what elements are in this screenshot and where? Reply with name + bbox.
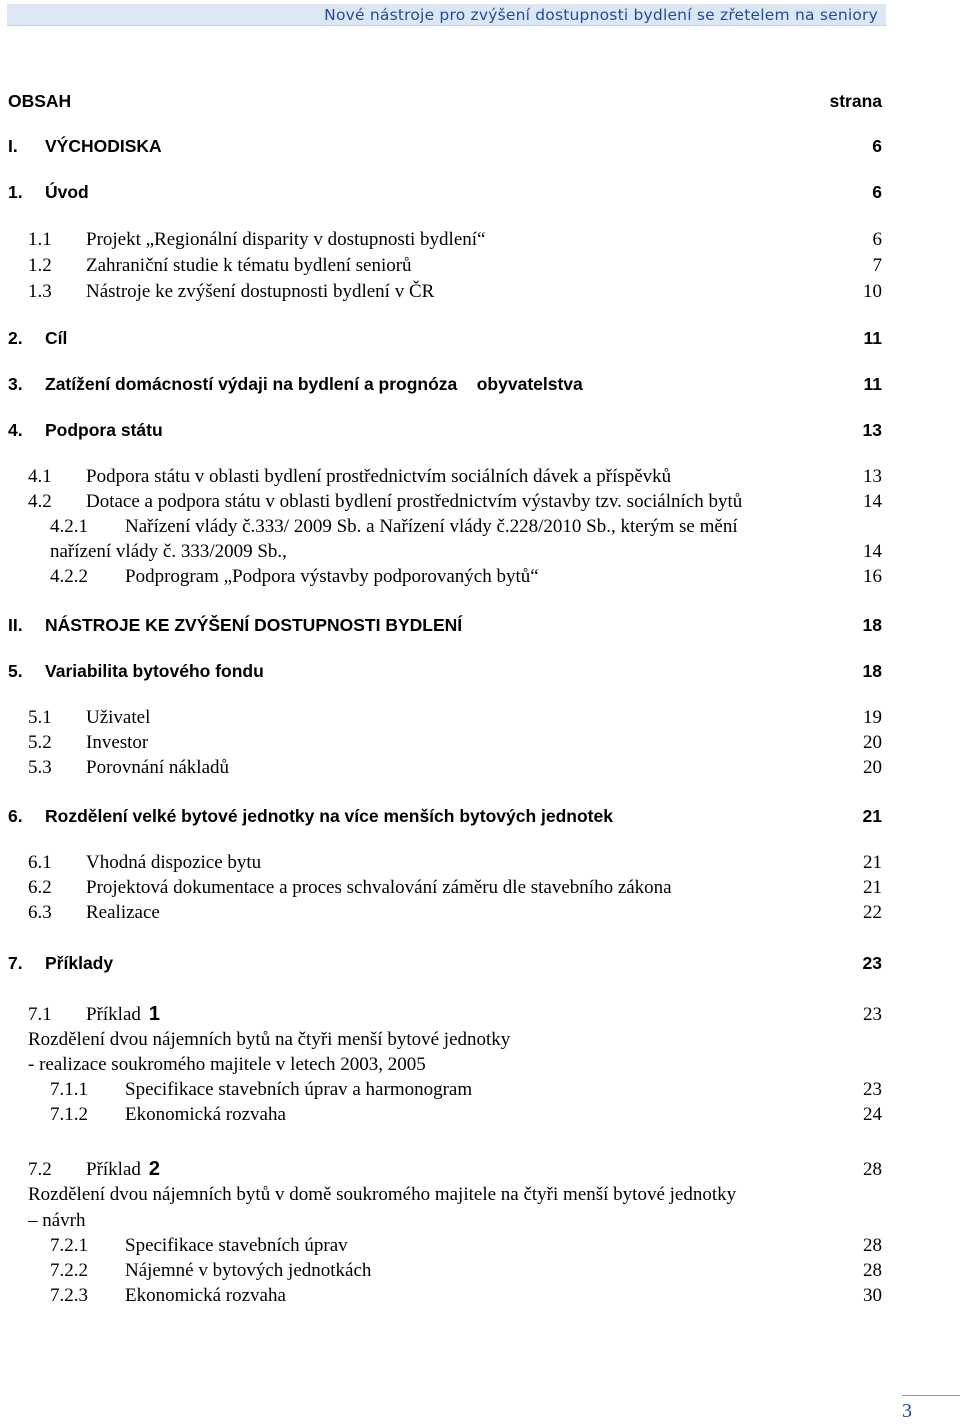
toc-entry-page: 23 [863,1079,882,1100]
toc-entry-title: Ekonomická rozvaha [125,1285,286,1306]
toc-entry-page: 23 [862,953,882,973]
toc-entry[interactable] [0,1077,960,1103]
toc-entry-title: Realizace [86,902,160,923]
toc-entry-number: I. [8,136,18,156]
document-header [7,4,886,26]
toc-entry-number: 5.1 [28,707,52,728]
toc-entry-page: 11 [863,374,882,394]
toc-entry-page: 20 [863,757,882,778]
document-header-title: Nové nástroje pro zvýšení dostupnosti bydlení se zřetelem na seniory [324,6,878,24]
toc-entry-number: 7.2.3 [50,1285,88,1306]
toc-entry-title: Projektová dokumentace a proces schvalování záměru dle stavebního zákona [86,877,672,898]
toc-entry-page: 21 [862,806,882,826]
toc-entry-page: 18 [862,661,882,681]
toc-entry[interactable] [0,279,960,305]
toc-heading [0,88,960,114]
toc-entry-number: II. [8,615,23,635]
toc-entry-page: 28 [863,1235,882,1256]
toc-entry[interactable] [0,133,960,159]
toc-entry-page: 30 [863,1285,882,1306]
toc-entry[interactable] [0,1001,960,1027]
toc-entry[interactable] [0,253,960,279]
toc-entry-title: Podpora státu [45,420,163,440]
toc-entry[interactable] [0,1102,960,1128]
toc-entry-title: NÁSTROJE KE ZVÝŠENÍ DOSTUPNOSTI BYDLENÍ [45,615,463,635]
toc-entry-title: Nástroje ke zvýšení dostupnosti bydlení v ČR [86,281,435,302]
toc-entry-title: Podprogram „Podpora výstavby podporovaných bytů“ [125,566,539,587]
toc-entry-page: 10 [863,281,882,302]
toc-entry[interactable] [0,730,960,756]
toc-entry-title: Příklady [45,953,114,973]
toc-entry-page: 6 [872,229,882,250]
toc-entry-note: Rozdělení dvou nájemních bytů na čtyři menší bytové jednotky [28,1029,511,1050]
toc-entry-number: 4. [8,420,23,440]
toc-entry-number: 3. [8,374,23,394]
toc-entry[interactable] [0,705,960,731]
toc-entry[interactable] [0,1258,960,1284]
toc-entry-title: Investor [86,732,149,753]
toc-entry-title: Rozdělení velké bytové jednotky na více menších bytových jednotek [45,806,613,826]
toc-entry[interactable] [0,850,960,876]
toc-entry[interactable] [0,1283,960,1309]
toc-entry-title: Specifikace stavebních úprav a harmonogram [125,1079,473,1100]
toc-entry-number: 2. [8,328,23,348]
toc-entry[interactable] [0,612,960,638]
toc-entry-example-number: 1 [148,1003,161,1025]
toc-entry-page: 23 [863,1004,882,1025]
toc-entry-number: 7.2.1 [50,1235,88,1256]
toc-heading-label: OBSAH [8,91,72,111]
page-number: 3 [902,1400,912,1422]
toc-entry-note: - realizace soukromého majitele v letech 2003, 2005 [28,1054,426,1075]
toc-entry-number: 7. [8,953,23,973]
toc-heading-page-label: strana [829,91,882,111]
toc-entry-title: Cíl [45,328,68,348]
toc-entry[interactable] [0,755,960,781]
toc-entry-title: Zatížení domácností výdaji na bydlení a prognóza obyvatelstva [45,374,583,394]
toc-entry-page: 18 [862,615,882,635]
toc-entry-number: 1.2 [28,255,52,276]
toc-entry-number: 4.1 [28,466,52,487]
toc-entry[interactable] [0,1156,960,1182]
toc-entry-page: 13 [863,466,882,487]
toc-entry-page: 21 [863,877,882,898]
toc-entry-note: – návrh [28,1210,86,1231]
toc-entry-title: Úvod [45,182,89,202]
toc-entry-page: 16 [863,566,882,587]
toc-entry-number: 5.2 [28,732,52,753]
toc-entry[interactable] [0,464,960,490]
toc-entry-example-number: 2 [148,1158,161,1180]
toc-entry-title: Nájemné v bytových jednotkách [125,1260,372,1281]
toc-entry-page: 22 [863,902,882,923]
toc-entry[interactable] [0,900,960,926]
toc-entry-page: 7 [872,255,882,276]
toc-entry-number: 7.1.2 [50,1104,88,1125]
toc-entry-number: 7.1.1 [50,1079,88,1100]
toc-entry-title: Porovnání nákladů [86,757,230,778]
toc-entry-number: 1.1 [28,229,52,250]
toc-entry[interactable] [0,658,960,684]
toc-entry-page: 28 [863,1159,882,1180]
toc-entry-page: 28 [863,1260,882,1281]
toc-entry-title: Uživatel [86,707,151,728]
toc-entry-title: Specifikace stavebních úprav [125,1235,348,1256]
toc-entry-title: Dotace a podpora státu v oblasti bydlení prostřednictvím výstavby tzv. sociálních bytů [86,491,743,512]
toc-entry-page: 19 [863,707,882,728]
toc-entry-title: Ekonomická rozvaha [125,1104,286,1125]
toc-entry-page: 14 [863,491,882,512]
toc-entry-title: Vhodná dispozice bytu [86,852,262,873]
toc-entry[interactable] [0,325,960,351]
toc-entry[interactable] [0,875,960,901]
toc-entry-number: 7.2.2 [50,1260,88,1281]
toc-entry-page: 13 [862,420,882,440]
toc-entry-page: 14 [863,541,882,562]
toc-entry[interactable] [0,803,960,829]
toc-entry-page: 6 [872,182,882,202]
toc-entry-number: 1.3 [28,281,52,302]
toc-entry-page: 21 [863,852,882,873]
toc-entry-title: Podpora státu v oblasti bydlení prostřednictvím sociálních dávek a příspěvků [86,466,672,487]
toc-entry-note: Rozdělení dvou nájemních bytů v domě soukromého majitele na čtyři menší bytové jednotky [28,1184,737,1205]
toc-entry-page: 24 [863,1104,882,1125]
toc-entry[interactable] [0,179,960,205]
toc-entry-title: VÝCHODISKA [45,136,162,156]
toc-entry-number: 7.2 [28,1159,52,1180]
toc-entry-number: 6.3 [28,902,52,923]
toc-entry-title: Příklad [86,1159,141,1180]
toc-entry-number: 1. [8,182,23,202]
toc-entry-title[interactable]: Nařízení vlády č.333/ 2009 Sb. a Nařízení vlády č.228/2010 Sb., kterým se mění [125,516,738,537]
toc-entry-title-continued: nařízení vlády č. 333/2009 Sb., [50,541,287,562]
toc-entry-number: 7.1 [28,1004,52,1025]
toc-entry[interactable] [0,564,960,590]
toc-entry-page: 6 [872,136,882,156]
toc-entry-number: 4.2 [28,491,52,512]
toc-entry[interactable] [0,950,960,976]
toc-entry-page: 11 [863,328,882,348]
toc-entry-number: 6.1 [28,852,52,873]
toc-entry-number: 5. [8,661,23,681]
toc-entry-number: 4.2.1 [50,516,88,537]
toc-entry-number: 6. [8,806,23,826]
toc-entry[interactable] [0,539,960,565]
toc-entry[interactable] [0,1233,960,1259]
toc-entry-number: 5.3 [28,757,52,778]
toc-entry[interactable] [0,371,960,397]
toc-entry-page: 20 [863,732,882,753]
toc-entry-title: Variabilita bytového fondu [45,661,264,681]
footer-rule [902,1395,960,1396]
toc-entry-title: Projekt „Regionální disparity v dostupnosti bydlení“ [86,229,486,250]
toc-entry[interactable] [0,227,960,253]
toc-entry-title: Příklad [86,1004,141,1025]
toc-entry-number: 4.2.2 [50,566,88,587]
toc-entry[interactable] [0,417,960,443]
toc-entry[interactable] [0,489,960,515]
toc-entry-title: Zahraniční studie k tématu bydlení seniorů [86,255,412,276]
toc-entry-number: 6.2 [28,877,52,898]
